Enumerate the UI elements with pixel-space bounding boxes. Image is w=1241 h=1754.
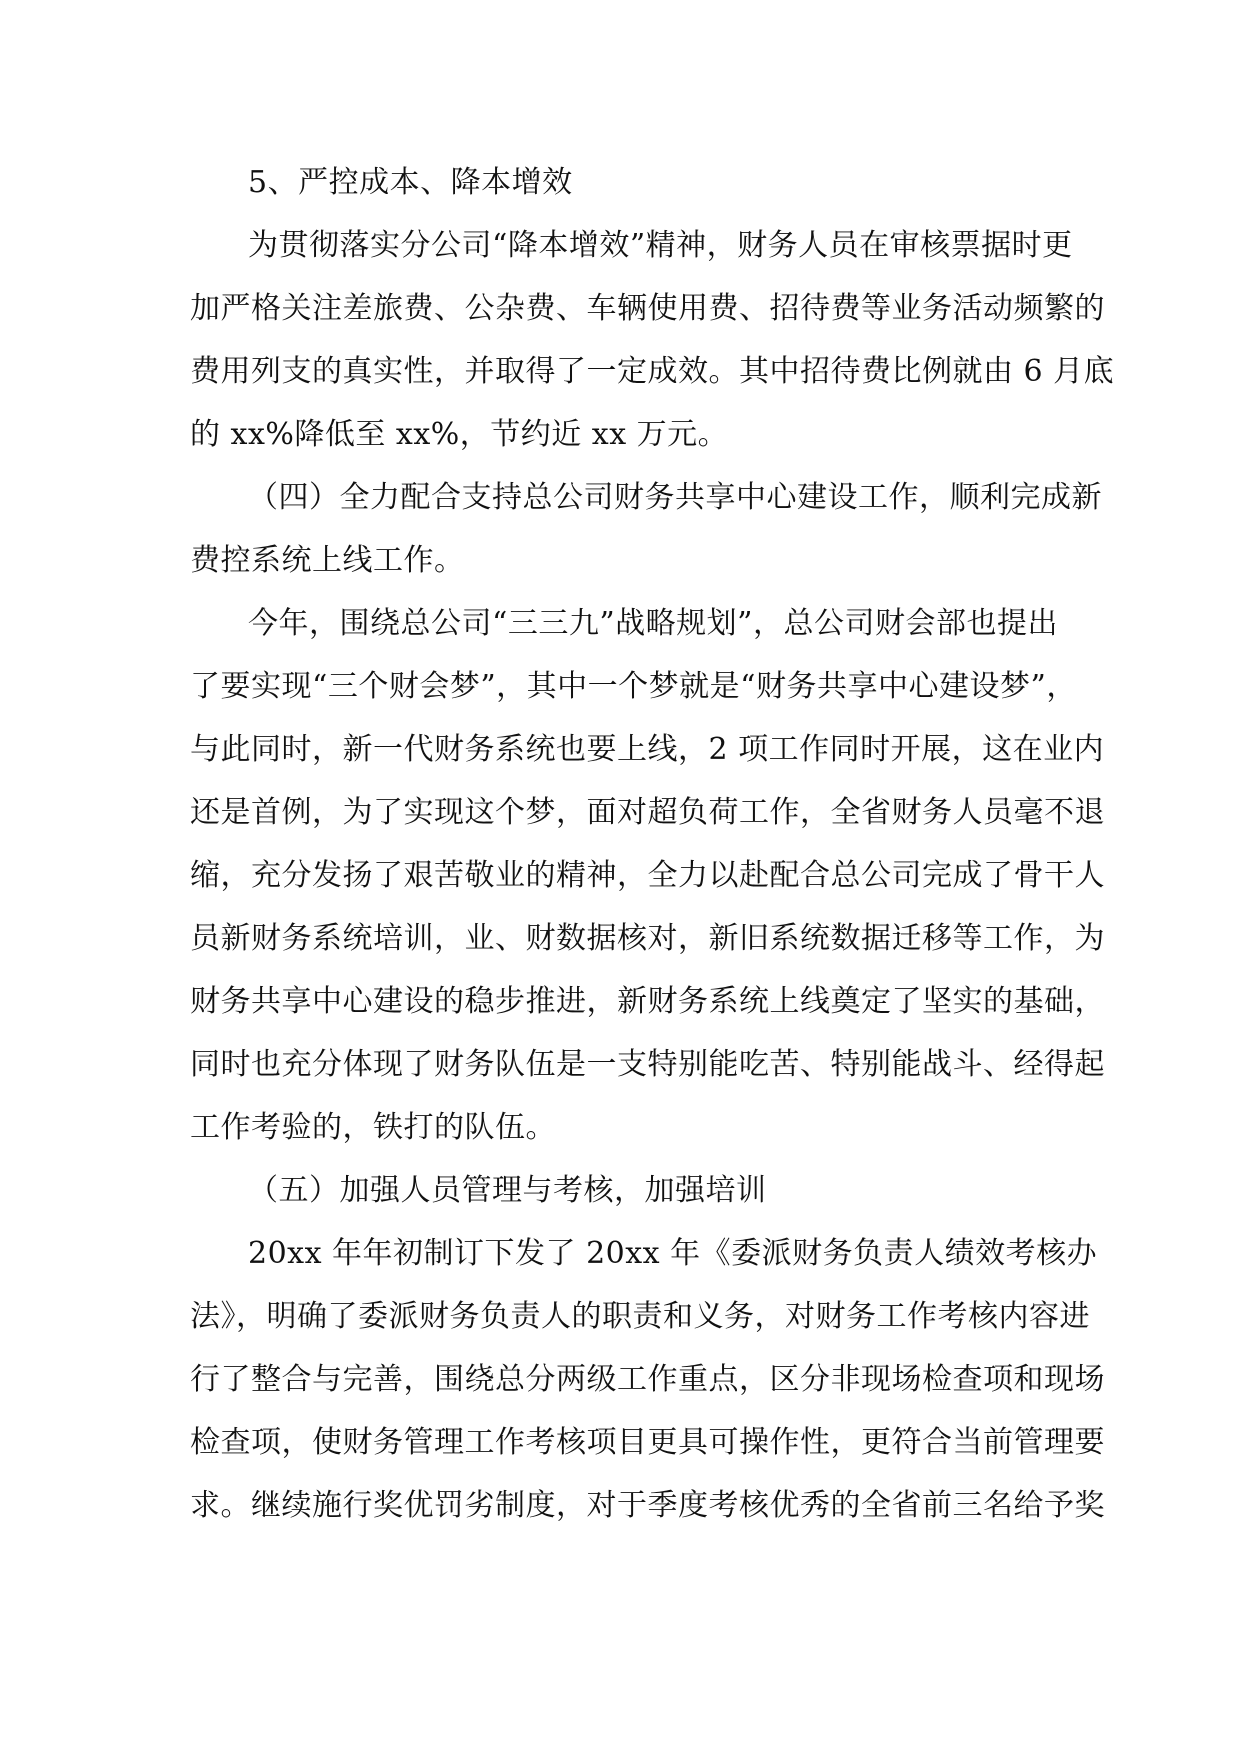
body-text-line: 员新财务系统培训，业、财数据核对，新旧系统数据迁移等工作，为 xyxy=(190,921,1105,956)
body-text-line: 与此同时，新一代财务系统也要上线，2 项工作同时开展，这在业内 xyxy=(190,732,1105,767)
body-text-line: 法》，明确了委派财务负责人的职责和义务，对财务工作考核内容进 xyxy=(190,1299,1090,1334)
section-heading-four-cont: 费控系统上线工作。 xyxy=(190,543,465,578)
body-text-line: 为贯彻落实分公司“降本增效”精神，财务人员在审核票据时更 xyxy=(248,228,1073,263)
body-text-line: 检查项，使财务管理工作考核项目更具可操作性，更符合当前管理要 xyxy=(190,1425,1105,1460)
body-text-line: 加严格关注差旅费、公杂费、车辆使用费、招待费等业务活动频繁的 xyxy=(190,291,1105,326)
body-text-line: 还是首例，为了实现这个梦，面对超负荷工作，全省财务人员毫不退 xyxy=(190,795,1105,830)
body-text-line: 费用列支的真实性，并取得了一定成效。其中招待费比例就由 6 月底 xyxy=(190,354,1115,389)
body-text-line: 了要实现“三个财会梦”，其中一个梦就是“财务共享中心建设梦”， xyxy=(190,669,1077,704)
body-text-line: 今年，围绕总公司“三三九”战略规划”，总公司财会部也提出 xyxy=(248,606,1059,641)
body-text-line: 的 xx%降低至 xx%，节约近 xx 万元。 xyxy=(190,417,729,452)
section-heading-four: （四）全力配合支持总公司财务共享中心建设工作，顺利完成新 xyxy=(248,480,1102,515)
body-text-line: 20xx 年年初制订下发了 20xx 年《委派财务负责人绩效考核办 xyxy=(248,1236,1098,1271)
section-heading-cost-control: 5、严控成本、降本增效 xyxy=(248,165,573,200)
body-text-line: 工作考验的，铁打的队伍。 xyxy=(190,1110,556,1145)
body-text-line: 财务共享中心建设的稳步推进，新财务系统上线奠定了坚实的基础， xyxy=(190,984,1105,1019)
body-text-line: 求。继续施行奖优罚劣制度，对于季度考核优秀的全省前三名给予奖 xyxy=(190,1488,1105,1523)
body-text-line: 同时也充分体现了财务队伍是一支特别能吃苦、特别能战斗、经得起 xyxy=(190,1047,1105,1082)
body-text-line: 缩，充分发扬了艰苦敬业的精神，全力以赴配合总公司完成了骨干人 xyxy=(190,858,1105,893)
section-heading-five: （五）加强人员管理与考核，加强培训 xyxy=(248,1173,767,1208)
body-text-line: 行了整合与完善，围绕总分两级工作重点，区分非现场检查项和现场 xyxy=(190,1362,1105,1397)
